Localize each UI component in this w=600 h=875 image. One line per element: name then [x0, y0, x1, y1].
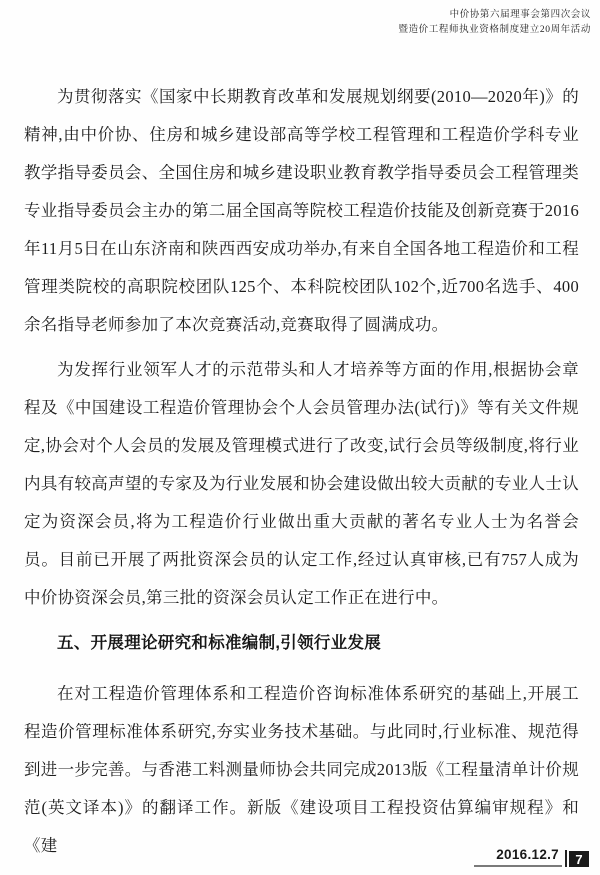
footer-divider [565, 850, 567, 867]
page-body [24, 78, 579, 872]
running-header [398, 8, 591, 37]
footer-date: 2016.12.7 [474, 847, 562, 867]
paragraph-1: 为贯彻落实《国家中长期教育改革和发展规划纲要(2010—2020年)》的精神,由中价协、住房和城乡建设部高等学校工程管理和工程造价学科专业教学指导委员会、全国住房和城乡建设职业教育教学指导委员会工程管理类专业指导委员会主办的第二届全国高等院校工程造价技能及创新竞赛于2016年11月5日在山东济南和陕西西安成功举办,有来自全国各地工程造价和工程管理类院校的高职院校团队125个、本科院校团队102个,近700名选手、400余名指导老师参加了本次竞赛活动,竞赛取得了圆满成功。 [24, 87, 579, 334]
paragraph-3: 在对工程造价管理体系和工程造价咨询标准体系研究的基础上,开展工程造价管理标准体系研究,夯实业务技术基础。与此同时,行业标准、规范得到进一步完善。与香港工料测量师协会共同完成2013版《工程量清单计价规范(英文译本)》的翻译工作。新版《建设项目工程投资估算编审规程》和《建 [24, 684, 579, 855]
page-number: 7 [575, 851, 583, 867]
page-footer [474, 847, 589, 867]
page-number-badge [569, 851, 589, 867]
paragraph-2: 为发挥行业领军人才的示范带头和人才培养等方面的作用,根据协会章程及《中国建设工程造价管理协会个人会员管理办法(试行)》等有关文件规定,协会对个人会员的发展及管理模式进行了改变,试行会员等级制度,将行业内具有较高声望的专家及为行业发展和协会建设做出较大贡献的专业人士认定为资深会员,将为工程造价行业做出重大贡献的著名专业人士为名誉会员。目前已开展了两批资深会员的认定工作,经过认真审核,已有757人成为中价协资深会员,第三批的资深会员认定工作正在进行中。 [24, 360, 579, 607]
running-header-line-2: 暨造价工程师执业资格制度建立20周年活动 [398, 24, 591, 35]
section-heading: 五、开展理论研究和标准编制,引领行业发展 [57, 634, 382, 652]
running-header-line-1: 中价协第六届理事会第四次会议 [449, 10, 591, 20]
